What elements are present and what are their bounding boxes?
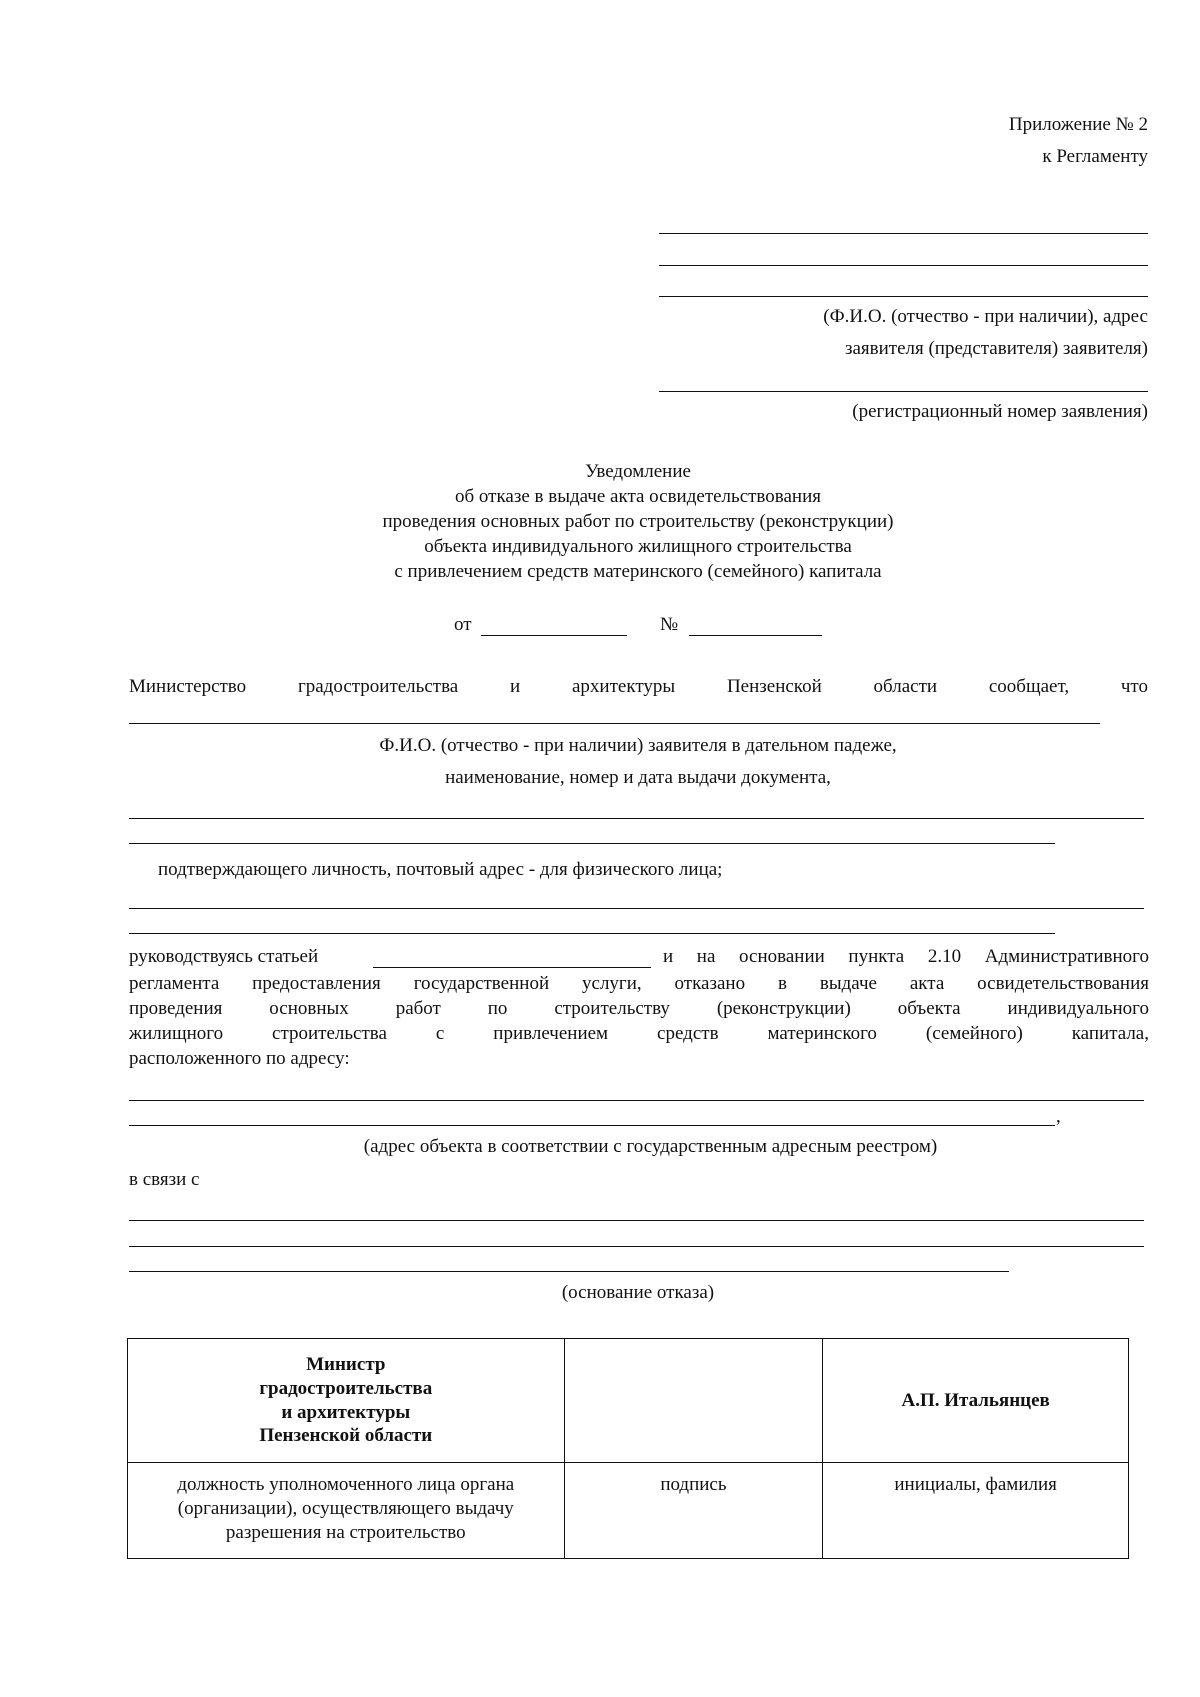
reason-line-2[interactable] xyxy=(129,1246,1144,1247)
fio-caption xyxy=(127,735,1149,790)
document-line-1[interactable] xyxy=(129,818,1144,819)
recipient-line[interactable] xyxy=(129,723,1100,724)
document-title xyxy=(127,459,1149,584)
paragraph-line-2: регламента предоставления государственной услуги, отказано в выдаче акта освидетельствования xyxy=(129,973,1149,994)
caption-position-line-1: должность уполномоченного лица органа xyxy=(177,1474,515,1495)
applicant-line-2[interactable] xyxy=(659,265,1148,266)
official-name-cell xyxy=(823,1339,1129,1463)
official-position-cell xyxy=(128,1339,565,1463)
appendix-header xyxy=(748,114,1148,169)
reason-caption-text: (основание отказа) xyxy=(561,1282,715,1303)
caption-name-cell xyxy=(823,1463,1129,1559)
title-line-4: объекта индивидуального жилищного строительства xyxy=(424,536,852,557)
reason-line-3[interactable] xyxy=(129,1271,1009,1272)
address-comma: , xyxy=(1056,1106,1061,1127)
guided-start: руководствуясь статьей xyxy=(129,946,319,967)
title-line-2: об отказе в выдаче акта освидетельствования xyxy=(454,486,822,507)
address-caption xyxy=(127,1136,1149,1159)
guided-rest xyxy=(663,946,1149,969)
caption-position-line-3: разрешения на строительство xyxy=(225,1521,466,1543)
object-address-line-2[interactable] xyxy=(129,1125,1055,1126)
applicant-caption-line-1: (Ф.И.О. (отчество - при наличии), адрес xyxy=(823,306,1148,327)
official-position-line-1: Министр xyxy=(306,1354,386,1375)
intro-text: Министерство градостроительства и архитектуры Пензенской области сообщает, что xyxy=(129,676,1148,697)
date-label: от xyxy=(454,614,472,635)
reason-caption xyxy=(127,1282,1149,1305)
signature-cell[interactable] xyxy=(564,1339,823,1463)
official-position-line-4: Пензенской области xyxy=(259,1425,433,1447)
official-position-line-2: градостроительства xyxy=(259,1377,433,1399)
official-position-line-3: и архитектуры xyxy=(281,1401,411,1423)
fio-caption-line-2: наименование, номер и дата выдачи документа, xyxy=(445,766,831,788)
caption-position-line-2: (организации), осуществляющего выдачу xyxy=(177,1497,514,1519)
date-field[interactable] xyxy=(481,635,627,636)
caption-signature: подпись xyxy=(660,1474,727,1495)
official-name: А.П. Итальянцев xyxy=(901,1389,1050,1411)
signature-caption-row xyxy=(128,1463,1129,1559)
address-line-1[interactable] xyxy=(129,908,1144,909)
title-line-3: проведения основных работ по строительству (реконструкции) xyxy=(382,511,894,532)
identity-caption: подтверждающего личность, почтовый адрес - для физического лица; xyxy=(158,859,723,880)
caption-position-cell xyxy=(128,1463,565,1559)
applicant-caption xyxy=(548,306,1148,361)
number-field[interactable] xyxy=(689,635,822,636)
signature-table xyxy=(127,1338,1129,1559)
registration-number-line[interactable] xyxy=(659,391,1148,392)
caption-signature-cell xyxy=(564,1463,823,1559)
article-field[interactable] xyxy=(373,967,651,968)
appendix-reference: к Регламенту xyxy=(1042,145,1148,167)
signature-row xyxy=(128,1339,1129,1463)
paragraph-line-5: расположенного по адресу: xyxy=(129,1048,350,1069)
appendix-number: Приложение № 2 xyxy=(1008,114,1148,135)
object-address-line-1[interactable] xyxy=(129,1100,1144,1101)
title-line-5: с привлечением средств материнского (семейного) капитала xyxy=(394,561,882,582)
title-line-1: Уведомление xyxy=(585,461,691,482)
reason-line-1[interactable] xyxy=(129,1220,1144,1221)
main-paragraph xyxy=(129,971,1149,1071)
number-label: № xyxy=(660,614,679,635)
caption-name: инициалы, фамилия xyxy=(894,1474,1057,1495)
address-caption-text: (адрес объекта в соответствии с государственным адресным реестром) xyxy=(363,1136,938,1157)
applicant-line-3[interactable] xyxy=(659,296,1148,297)
paragraph-line-4: жилищного строительства с привлечением средств материнского (семейного) капитала, xyxy=(129,1023,1149,1044)
address-line-2[interactable] xyxy=(129,933,1055,934)
applicant-caption-line-2: заявителя (представителя) заявителя) xyxy=(844,337,1148,359)
reason-label: в связи с xyxy=(129,1169,200,1190)
document-line-2[interactable] xyxy=(129,843,1055,844)
fio-caption-line-1: Ф.И.О. (отчество - при наличии) заявителя в дательном падеже, xyxy=(379,735,897,756)
guided-rest-text: и на основании пункта 2.10 Административного xyxy=(663,946,1149,967)
paragraph-line-3: проведения основных работ по строительству (реконструкции) объекта индивидуального xyxy=(129,998,1149,1019)
applicant-line-1[interactable] xyxy=(659,233,1148,234)
registration-caption: (регистрационный номер заявления) xyxy=(852,401,1148,422)
